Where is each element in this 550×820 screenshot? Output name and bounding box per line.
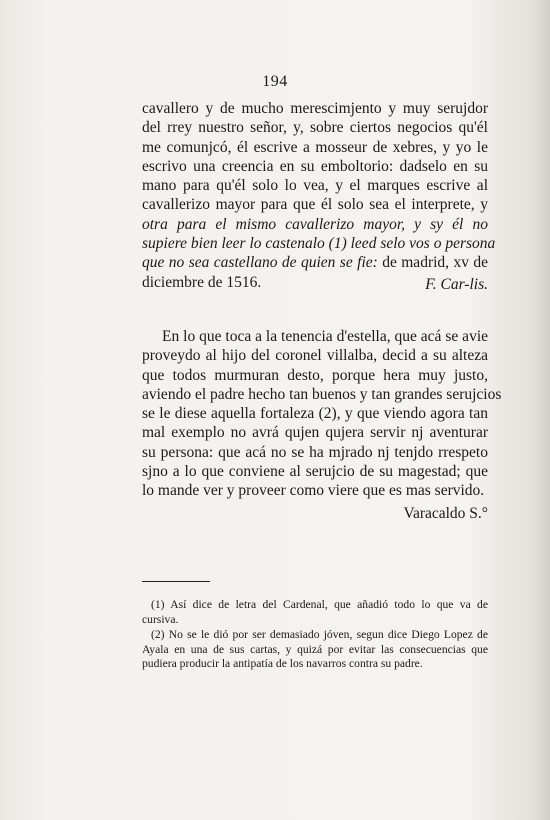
- text-line: que todos murmuran desto, porque hera muy justo,: [142, 366, 488, 384]
- text-line: aviendo el padre hecho tan buenos y tan grandes serujcios: [142, 385, 502, 403]
- text-line: mal exemplo no avrá qujen qujera servir nj aventurar: [142, 424, 488, 442]
- text-line: se le diese aquella fortaleza (2), y que viendo agora tan: [142, 405, 488, 423]
- roman-segment: de madrid, xv de: [377, 254, 488, 272]
- signature-car-lis: F. Car-lis.: [425, 276, 488, 293]
- text-line: me comunjcó, él escrive a mosseur de xebres, y yo le: [142, 138, 488, 156]
- footnote-1: [142, 598, 488, 627]
- text-line: lo mande ver y proveer como viere que es mas servido.: [142, 482, 485, 500]
- text-line: En lo que toca a la tenencia d'estella, que acá se avie: [162, 328, 488, 345]
- signature-varacaldo: Varacaldo S.°: [403, 505, 488, 522]
- italic-segment: que no sea castellano de quien se fie:: [142, 254, 378, 272]
- text-line: proveydo al hijo del coronel villalba, decid a su alteza: [142, 347, 488, 365]
- footnotes: [142, 598, 488, 672]
- text-line: del rrey nuestro señor, y, sobre ciertos negocios qu'él: [142, 119, 488, 137]
- footnote-2: [142, 628, 488, 672]
- italic-text-line: otra para el mismo cavallerizo mayor, y sy él no: [142, 215, 488, 233]
- footnote-rule: [142, 581, 210, 582]
- footnote-line: pudiera producir la antipatía de los navarros contra su padre.: [142, 657, 423, 671]
- page-number: 194: [262, 73, 288, 90]
- mixed-text-line: [142, 253, 488, 272]
- text-line: diciembre de 1516.: [142, 273, 262, 291]
- footnote-line: (1) Así dice de letra del Cardenal, que añadió todo lo que va de: [151, 598, 488, 611]
- text-line: cavallerizo mayor para que él solo sea el interprete, y: [142, 196, 488, 214]
- footnote-line: Ayala en una de sus cartas, y quizá por evitar las consecuencias que: [142, 642, 488, 656]
- letter-paragraph-1: [142, 99, 496, 292]
- text-line: escrivo una creencia en su emboltorio: dadselo en su: [142, 157, 488, 175]
- text-line: su persona: que acá no se ha mjrado nj tenjdo rrespeto: [142, 443, 488, 461]
- footnote-line: (2) No se le dió por ser demasiado jóven, segun dice Diego Lopez de: [151, 628, 488, 642]
- italic-text-line: supiere bien leer lo castenalo (1) leed selo vos o persona: [142, 235, 496, 253]
- footnote-line: cursiva.: [142, 612, 179, 626]
- text-line: sjno a lo que conviene al serujcio de su magestad; que: [142, 463, 488, 481]
- text-line: cavallero y de mucho merescimjento y muy serujdor: [142, 100, 488, 117]
- letter-paragraph-2: [142, 327, 502, 501]
- text-line: mano para qu'él solo lo vea, y el marques escrive al: [142, 177, 488, 195]
